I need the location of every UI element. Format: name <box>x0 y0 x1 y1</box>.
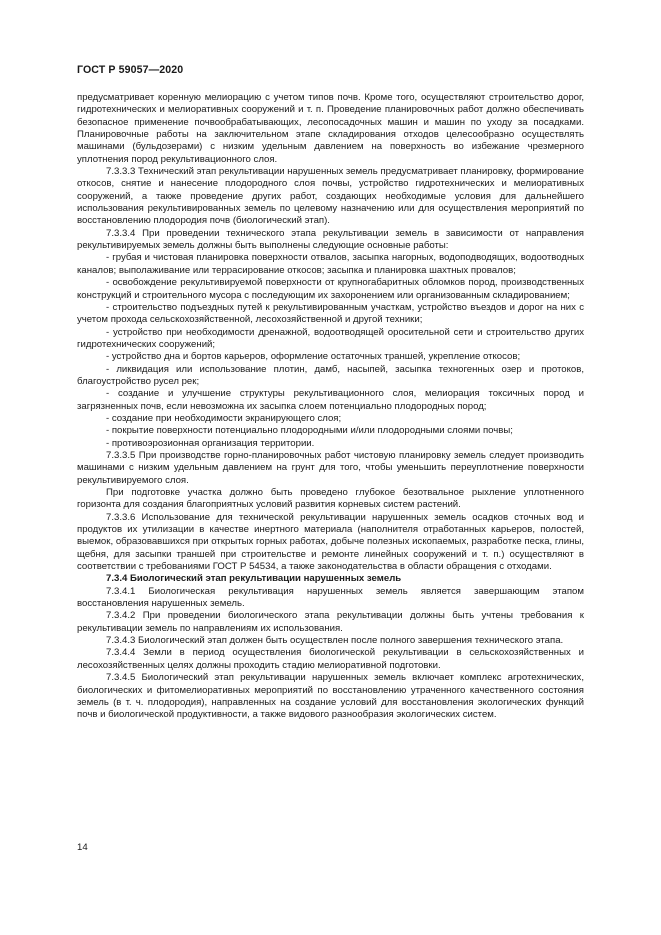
list-item: - устройство при необходимости дренажной, водоотводящей оросительной сети и строительство других гидротехнических сооружений; <box>77 326 584 350</box>
section-heading: 7.3.4 Биологический этап рекультивации нарушенных земель <box>106 573 402 585</box>
list-item: - устройство дна и бортов карьеров, оформление остаточных траншей, укрепление откосов; <box>106 351 521 363</box>
paragraph: предусматривает коренную мелиорацию с учетом типов почв. Кроме того, осуществляют строительство дорог, гидротехнических и мелиоративных сооружений и т. п. Проведение планировочных работ должно обеспечивать безопасное применение почвообрабатывающих, лесопосадочных машин и машин по уходу за посадками. Планировочные работы на заключительном этапе складирования отходов целесообразно осуществлять машинами (бульдозерами) с низким удельным давлением на поверхность во избежание чрезмерного уплотнения пород рекультивационного слоя. <box>77 92 584 165</box>
paragraph: 7.3.4.3 Биологический этап должен быть осуществлен после полного завершения технического этапа. <box>106 635 564 647</box>
paragraph: 7.3.4.1 Биологическая рекультивация нарушенных земель является завершающим этапом восстановления нарушенных земель. <box>77 585 584 610</box>
list-item: - создание при необходимости экранирующего слоя; <box>106 412 342 424</box>
list-item: - покрытие поверхности потенциально плодородными и/или плодородными слоями почвы; <box>106 425 513 437</box>
paragraph: 7.3.3.6 Использование для технической рекультивации нарушенных земель осадков сточных вод и продуктов их утилизации в качестве инертного материала (наполнителя отработанных карьеров, полостей, выемок, образовавшихся при открытых горных работах, добыче полезных ископаемых, разработке песка, глины, щебня, для засыпки траншей при строительстве и ремонте линейных сооружений и т. п.) осуществляют в соответствии с требованиями ГОСТ Р 54534, а также законодательства в области обращения с отходами. <box>77 511 584 573</box>
paragraph: 7.3.4.2 При проведении биологического этапа рекультивации должны быть учтены требования к рекультивации земель по направлениям их использования. <box>77 610 584 634</box>
paragraph: При подготовке участка должно быть проведено глубокое безотвальное рыхление уплотненного горизонта для создания благоприятных условий развития корневых систем растений. <box>77 487 584 511</box>
paragraph: 7.3.3.4 При проведении технического этапа рекультивации земель в зависимости от направления рекультивируемых земель должны быть выполнены следующие основные работы: <box>77 227 584 252</box>
paragraph: 7.3.4.4 Земли в период осуществления биологической рекультивации в сельскохозяйственных и лесохозяйственных целях должны проходить стадию мелиоративной подготовки. <box>77 647 584 671</box>
list-item: - освобождение рекультивируемой поверхности от крупногабаритных обломков пород, производственных конструкций и строительного мусора с последующим их захоронением или организованным складированием; <box>77 277 584 301</box>
document-body <box>77 92 584 722</box>
page-header-standard: ГОСТ Р 59057—2020 <box>77 64 184 76</box>
paragraph: 7.3.3.5 При производстве горно-планировочных работ чистовую планировку земель следует производить машинами с низким удельным давлением на грунт для того, чтобы уменьшить переуплотнение поверхности рекультивируемого слоя. <box>77 449 584 486</box>
paragraph: 7.3.4.5 Биологический этап рекультивации нарушенных земель включает комплекс агротехнических, биологических и фитомелиоративных мероприятий по восстановлению утраченного качественного состояния земель (в т. ч. плодородия), направленных на создание условий для восстановления экологических функций почв и биологической продуктивности, а также видового разнообразия экологических систем. <box>77 672 584 721</box>
list-item: - создание и улучшение структуры рекультивационного слоя, мелиорация токсичных пород и загрязненных почв, если невозможна их засыпка слоем потенциально плодородных пород; <box>77 388 584 412</box>
list-item: - ликвидация или использование плотин, дамб, насыпей, засыпка техногенных озер и протоков, благоустройство русел рек; <box>77 363 584 387</box>
list-item: - противоэрозионная организация территории. <box>106 437 315 449</box>
paragraph: 7.3.3.3 Технический этап рекультивации нарушенных земель предусматривает планировку, формирование откосов, снятие и нанесение плодородного слоя почвы, устройство гидротехнических и мелиоративных сооружений, а также проведение других работ, создающих необходимые условия для дальнейшего использования рекультивированных земель по целевому назначению или для осуществления мероприятий по восстановлению плодородия почв (биологический этап). <box>77 166 584 227</box>
list-item: - строительство подъездных путей к рекультивированным участкам, устройство въездов и дорог на них с учетом прохода сельскохозяйственной, лесохозяйственной и другой техники; <box>77 301 584 326</box>
page-number: 14 <box>77 842 88 853</box>
list-item: - грубая и чистовая планировка поверхности отвалов, засыпка нагорных, водоподводящих, водоотводных каналов; выполаживание или террасирование откосов; засыпка и планировка шахтных провалов; <box>77 252 584 276</box>
